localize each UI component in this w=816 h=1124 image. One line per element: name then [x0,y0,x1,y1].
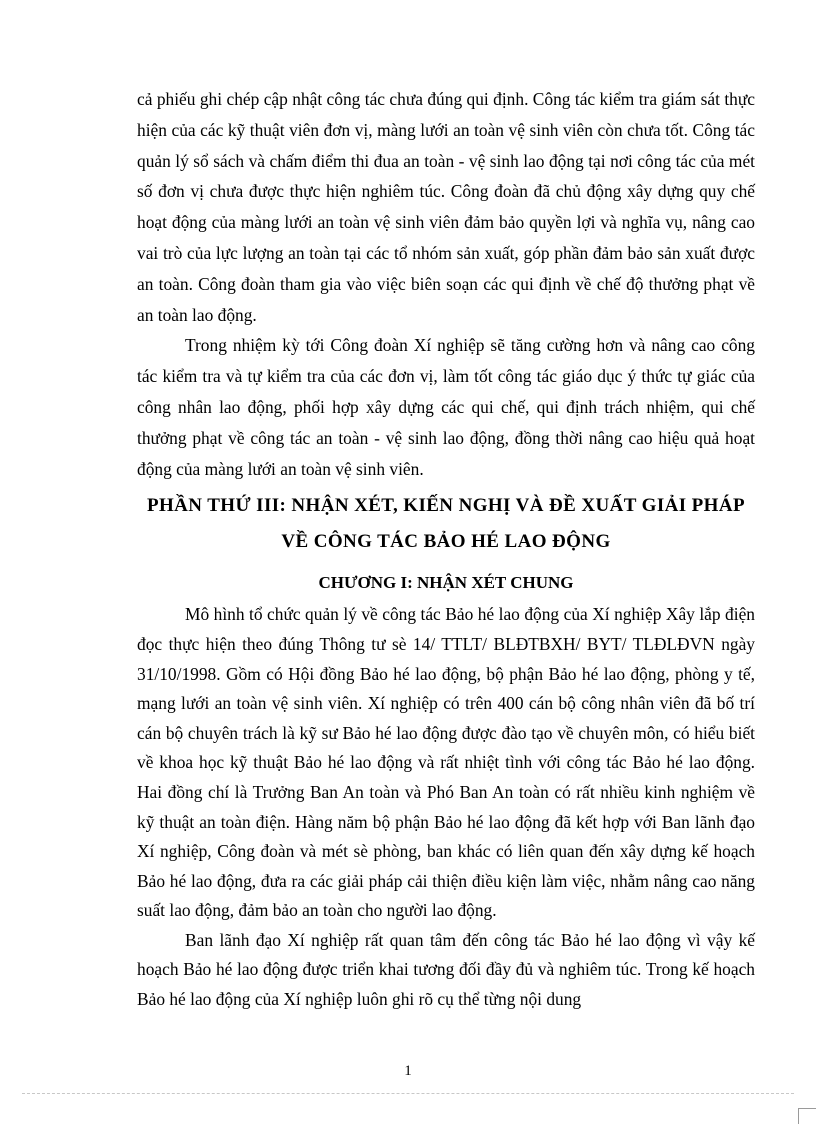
paragraph-leadership-plan: Ban lãnh đạo Xí nghiệp rất quan tâm đến công tác Bảo hé lao động vì vậy kế hoạch Bảo hé lao động được triển khai tương đối đầy đủ và nghiêm túc. Trong kế hoạch Bảo hé lao động của Xí nghiệp luôn ghi rõ cụ thể từng nội dung [137,929,755,1010]
page-corner-mark [798,1108,816,1124]
page-break-rule [22,1093,794,1094]
page-content [137,84,755,1015]
paragraph-organization-model: Mô hình tổ chức quản lý về công tác Bảo hé lao động của Xí nghiệp Xây lắp điện đọc thực hiện theo đúng Thông tư sè 14/ TTLT/ BLĐTBXH/ BYT/ TLĐLĐVN ngày 31/10/1998. Gồm có Hội đồng Bảo hé lao động, bộ phận Bảo hé lao động, phòng y tế, mạng lưới an toàn vệ sinh viên. Xí nghiệp có trên 400 cán bộ công nhân viên đã bố trí cán bộ chuyên trách là kỹ sư Bảo hé lao động được đào tạo về chuyên môn, có hiểu biết về khoa học kỹ thuật Bảo hé lao động và rất nhiệt tình với công tác Bảo hé lao động. Hai đồng chí là Trưởng Ban An toàn và Phó Ban An toàn có rất nhiều kinh nghiệm về kỹ thuật an toàn điện. Hàng năm bộ phận Bảo hé lao động đã kết hợp với Ban lãnh đạo Xí nghiệp, Công đoàn và mét sè phòng, ban khác có liên quan đến xây dựng kế hoạch Bảo hé lao động, đưa ra các giải pháp cải thiện điều kiện làm việc, nhằm nâng cao năng suất lao động, đảm bảo an toàn cho người lao động. [137,604,755,921]
part-title: PHẦN THỨ III: NHẬN XÉT, KIẾN NGHỊ VÀ ĐỀ XUẤT GIẢI PHÁP VỀ CÔNG TÁC BẢO HÉ LAO ĐỘNG [147,495,745,553]
paragraph-union-plan: Trong nhiệm kỳ tới Công đoàn Xí nghiệp sẽ tăng cường hơn và nâng cao công tác kiểm tra và tự kiểm tra của các đơn vị, làm tốt công tác giáo dục ý thức tự giác của công nhân lao động, phối hợp xây dựng các qui chế, qui định trách nhiệm, qui chế thưởng phạt về công tác an toàn - vệ sinh lao động, đồng thời nâng cao hiệu quả hoạt động của màng lưới an toàn vệ sinh viên. [137,335,755,479]
chapter-title: CHƯƠNG I: NHẬN XÉT CHUNG [318,573,574,593]
paragraph-continued: cả phiếu ghi chép cập nhật công tác chưa đúng qui định. Công tác kiểm tra giám sát thực hiện của các kỹ thuật viên đơn vị, màng lưới an toàn vệ sinh viên còn chưa tốt. Công tác quản lý sổ sách và chấm điểm thi đua an toàn - vệ sinh lao động tại nơi công tác của mét số đơn vị chưa được thực hiện nghiêm túc. Công đoàn đã chủ động xây dựng quy chế hoạt động của màng lưới an toàn vệ sinh viên đảm bảo quyền lợi và nghĩa vụ, nâng cao vai trò của lực lượng an toàn tại các tổ nhóm sản xuất, góp phần đảm bảo sản xuất được an toàn. Công đoàn tham gia vào việc biên soạn các qui định về chế độ thưởng phạt về an toàn lao động. [137,89,755,325]
page-number: 1 [404,1063,412,1079]
